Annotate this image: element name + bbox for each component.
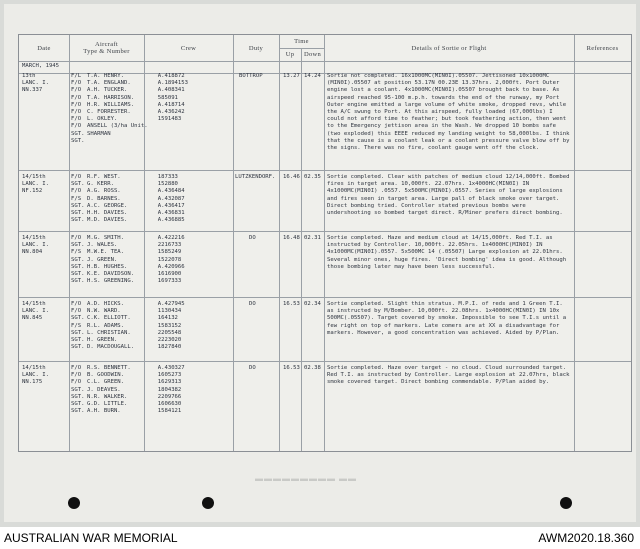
entry-time-down: 14.24	[304, 73, 321, 79]
month-label: MARCH, 1945	[22, 63, 60, 69]
header-date: Date	[37, 45, 51, 52]
entry-aircraft: F/O F/O F/O SGT. SGT. SGT. SGT.	[71, 365, 85, 415]
entry-date: 14/15th LANC. I. NN.845	[22, 301, 49, 322]
entry-aircraft: F/O SGT. F/S SGT. SGT. SGT. SGT.	[71, 235, 85, 285]
entry-details: Sortie completed. Slight thin stratus. M.P.I. of reds and 1 Green T.I. as instructed by M/Bomber. 10,000ft. 22.08hrs. 1x4000HC(MIN0I) IN 10x 500MC(.05507). Target covered by smoke. Impossible to see T.I.s until a few right on top of markers. Late comers are at XX a disadvantage for markers. However, a good concentration was achieved. Aided by P/Plan.	[327, 301, 567, 336]
entry-details: Sortie completed. Clear with patches of medium cloud 12/14,000ft. Bombed fires in target area. 10,000ft. 22.07hrs. 1x4000HC(MIN0I) IN 4x1000MC(MIN0I) .0557. 5x500MC(MIN0I).0557. Series of large explosions and fires seen in target area. Large pall of black smoke over target. Direct bombing tried. Controller stated previous bombs were undershooting so bombed target direct. R/Miner prefers direct bombing.	[327, 174, 570, 217]
header-aircraft: Aircraft Type & Number	[83, 41, 130, 55]
header-crew: Crew	[180, 45, 197, 52]
entry-duty: DO	[249, 301, 256, 307]
entry-aircraft: F/O SGT. F/O F/S SGT. SGT. SGT.	[71, 174, 85, 224]
header-time: Time	[294, 38, 309, 45]
entry-date: 14/15th LANC. I. NF.152	[22, 174, 49, 195]
header-down: Down	[303, 51, 322, 58]
entry-time-up: 13.27	[283, 73, 300, 79]
header-up: Up	[285, 51, 295, 58]
entry-time-up: 16.53	[283, 301, 300, 307]
entry-crew: T.A. HENRY. A.418872 T.A. ENGLAND. A.1894153 A.H. TUCKER. A.408341 T.A. HARRISON. 585091 H.R. WILLIAMS. A.418714 C. FORRESTER. A.436242 L. OKLEY. 1591483 ANSELL (3/ha Unit. SHARMAN	[87, 73, 189, 137]
entry-time-down: 02.35	[304, 174, 321, 180]
header-duty: Duty	[248, 45, 264, 52]
entry-details: Sortie completed. Haze over target - no cloud. Cloud surrounded target. Red T.I. as instructed by Controller. Large explosion at 22.07hrs, black smoke covered target. Direct bombing commendable. P/Plan aided by.	[327, 365, 570, 386]
entry-time-down: 02.38	[304, 365, 321, 371]
entry-date: 14/15th LANC. I. NN.804	[22, 235, 49, 256]
entry-aircraft: F/O F/O SGT. F/S SGT. SGT. SGT.	[71, 301, 85, 351]
punch-hole-center	[202, 497, 214, 509]
entry-crew: R.F. WEST. 187333 G. KERR. 152880 A.G. ROSS. A.436484 D. BARNES. A.432087 A.C. GEORGE. A.436417 H.H. DAVIES. A.436831 M.D. DAVIES. A.436885	[87, 174, 185, 224]
entry-time-up: 16.48	[283, 235, 300, 241]
entry-details: Sortie completed. Haze and medium cloud at 14/15,000ft. Red T.I. as instructed by Controller. 10,000ft. 22.05hrs. 1x4000HC(MIN0I) IN 4x1000MC(MIN0I).0557. 5x500MC 14 (.05507) Large explosion at 22.01hrs. Several minor ones, huge fires. 'Direct bombing' idea is good. Although those bombing later may have been less successful.	[327, 235, 567, 270]
entry-duty: LUTZKENDORF.	[235, 174, 276, 180]
bleed-through-text: ▬▬ ▬▬▬▬▬▬▬▬▬	[254, 474, 356, 483]
entry-duty: BOTTROP	[239, 73, 263, 79]
entry-time-up: 16.53	[283, 365, 300, 371]
entry-crew: R.S. BENNETT. A.430327 B. GOODWIN. 1605273 C.L. GREEN. 1629313 J. DEAVES. 1804382 N.R. WALKER. 2209766 G.D. LITTLE. 1606630 A.H. BURN. 1584121	[87, 365, 185, 415]
punch-hole-right	[560, 497, 572, 509]
entry-time-up: 16.46	[283, 174, 300, 180]
entry-crew: M.G. SMITH. A.422216 J. WALES. 2216733 M.W.E. TEA. 1585249 J. GREEN. 1522078 H.B. HUGHES. A.420966 K.E. DAVIDSON. 1616900 H.S. GREENING. 1697333	[87, 235, 185, 285]
footer-institution: AUSTRALIAN WAR MEMORIAL	[4, 531, 178, 545]
entry-duty: DO	[249, 235, 256, 241]
entry-time-down: 02.34	[304, 301, 321, 307]
entry-date: 13th LANC. I. NN.337	[22, 73, 49, 94]
entry-duty: DO	[249, 365, 256, 371]
entry-aircraft: F/L F/O F/O F/O F/O F/O F/O F/O SGT. SGT.	[71, 73, 85, 144]
punch-hole-left	[68, 497, 80, 509]
document-page	[4, 4, 636, 522]
archive-footer	[0, 527, 640, 549]
entry-time-down: 02.31	[304, 235, 321, 241]
entry-date: 14/15th LANC. I. NN.175	[22, 365, 49, 386]
header-references: References	[586, 45, 619, 52]
entry-details: Sortie not completed. 16x1000MC(MIN0I).05507. Jettisoned 10x1000MC (MIN0I).05507 at position 53.17N 00.23E 13.37hrs. 2,000ft. Port Outer engine lost a coolant. 4x1000MC(MIN0I).05507 brought back to base. As airspeed reached 95-100 m.p.h. towards the end of the runway, my Port Outer engine emitted a large volume of white smoke, dropped revs, while the A/C swung to Port. At this airspeed, fully loaded (67,000lbs) I could not afford time to feather; but took feathering action, then went to the Emergency jettison area in the Wash. We dropped 10 bombs safe (two exploded) this EEEE reduced my landing weight to 58,000lbs. I think that the cause is a coolant leak or a coolant pressure valve blow off by the signs. There was no fire, coolant gauge went off the clock.	[327, 73, 570, 152]
header-details: Details of Sortie or Flight	[411, 45, 487, 52]
operations-record-form	[18, 34, 632, 452]
entry-crew: A.D. HICKS. A.427945 N.W. WARD. 1130434 C.K. ELLIOTT. 164132 R.L. ADAMS. 1583152 L. CHRISTIAN. 2205548 H. GREEN. 2223020 D. MACDOUGALL. 1827840	[87, 301, 185, 351]
footer-catalogue-number: AWM2020.18.360	[538, 531, 634, 545]
